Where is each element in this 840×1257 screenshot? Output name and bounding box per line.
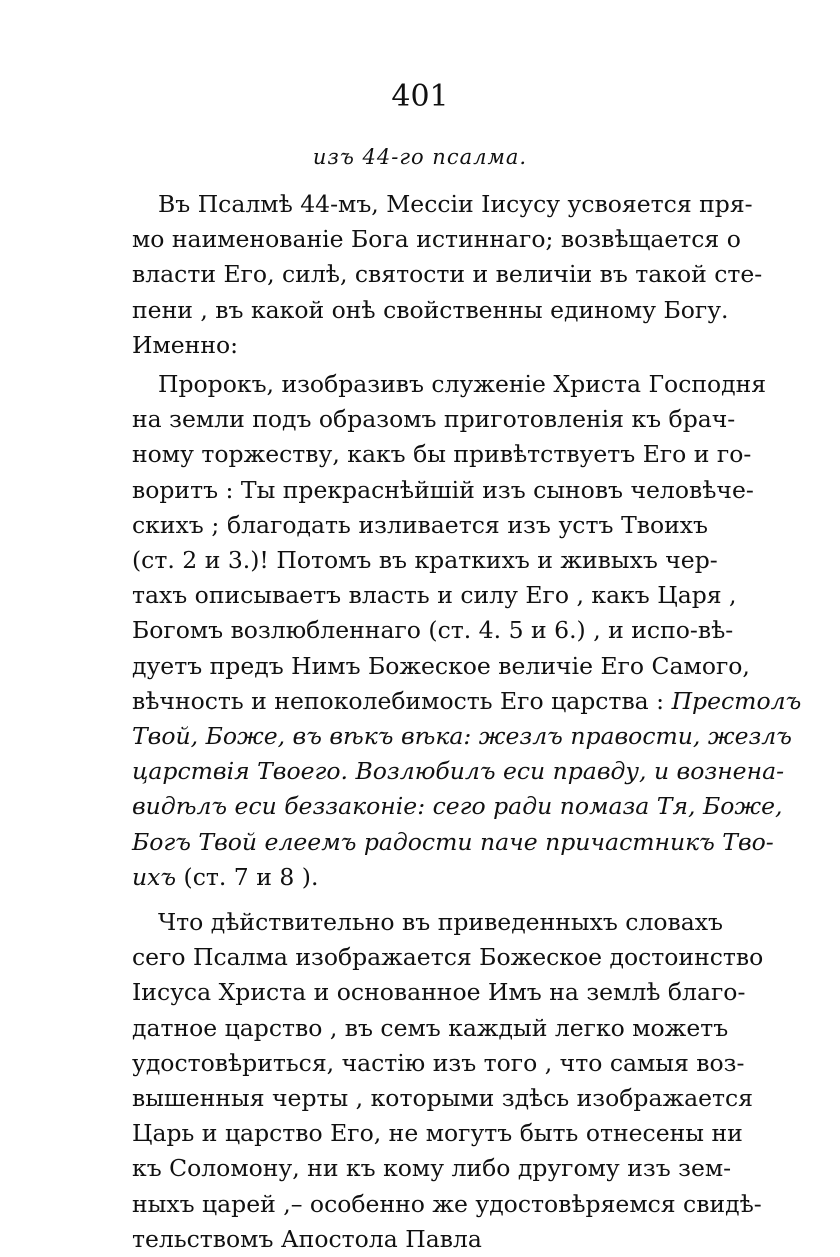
text-line: мо наименованіе Бога истиннаго; возвѣщается о <box>132 225 741 254</box>
text-line: на земли подъ образомъ приготовленія къ брач- <box>132 405 736 434</box>
text-line: Пророкъ, изобразивъ служеніе Христа Господня <box>158 370 767 399</box>
quotation-run: Твой, Боже, въ вѣкъ вѣка: жезлъ правости, жезлъ <box>132 722 792 751</box>
text-line: сего Псалма изображается Божеское достоинство <box>132 943 764 972</box>
text-line: тельствомъ Апостола Павла <box>132 1224 482 1253</box>
text-run: вѣчность и непоколебимость Его царства : <box>132 686 665 715</box>
text-line: власти Его, силѣ, святости и величіи въ такой сте- <box>132 260 763 289</box>
text-line: ному торжеству, какъ бы привѣтствуетъ Его и го- <box>132 440 752 469</box>
text-line: къ Соломону, ни къ кому либо другому изъ зем- <box>132 1154 732 1183</box>
section-heading: изъ 44-го псалма. <box>312 145 528 169</box>
text-line: дуетъ предъ Нимъ Божеское величіе Его Самого, <box>132 651 750 680</box>
text-line <box>132 860 708 895</box>
text-line: Іисуса Христа и основанное Имъ на землѣ благо- <box>132 978 746 1007</box>
quotation-run: царствія Твоего. Возлюбилъ еси правду, и вознена- <box>132 757 785 786</box>
page-number: 401 <box>391 79 449 114</box>
quotation-run: Богъ Твой елеемъ радости паче причастникъ Тво- <box>132 827 774 856</box>
text-line <box>132 684 802 719</box>
text-line: Богомъ возлюбленнаго (ст. 4. 5 и 6.) , и испо-вѣ- <box>132 616 734 645</box>
text-run: (ст. 7 и 8 ). <box>176 862 319 891</box>
text-line <box>132 754 785 789</box>
text-line: удостовѣриться, частію изъ того , что самыя воз- <box>132 1048 745 1077</box>
text-line: Царь и царство Его, не могутъ быть отнесены ни <box>132 1119 743 1148</box>
text-line: Что дѣйствительно въ приведенныхъ словахъ <box>158 908 723 937</box>
quotation-run: видѣлъ еси беззаконіе: сего ради помаза Тя, Боже, <box>132 792 783 821</box>
text-line: тахъ описываетъ власть и силу Его , какъ Царя , <box>132 581 737 610</box>
text-line: пени , въ какой онѣ свойственны единому Богу. <box>132 295 729 324</box>
text-line <box>132 789 783 824</box>
text-line: (ст. 2 и 3.)! Потомъ въ краткихъ и живыхъ чер- <box>132 546 718 575</box>
text-line <box>132 719 792 754</box>
text-line <box>132 825 774 860</box>
quotation-run: Престолъ <box>671 686 802 715</box>
text-line: датное царство , въ семъ каждый легко можетъ <box>132 1013 729 1042</box>
text-line: скихъ ; благодать изливается изъ устъ Твоихъ <box>132 510 708 539</box>
text-line: ныхъ царей ,– особенно же удостовѣряемся свидѣ- <box>132 1189 762 1218</box>
text-line: воритъ : Ты прекраснѣйшій изъ сыновъ человѣче- <box>132 475 754 504</box>
text-line: Въ Псалмѣ 44-мъ, Мессіи Іисусу усвояется пря- <box>158 190 753 218</box>
quotation-run: ихъ <box>132 862 177 891</box>
text-line: вышенныя черты , которыми здѣсь изображается <box>132 1084 753 1113</box>
text-line: Именно: <box>132 330 239 359</box>
body-text <box>132 187 802 1257</box>
